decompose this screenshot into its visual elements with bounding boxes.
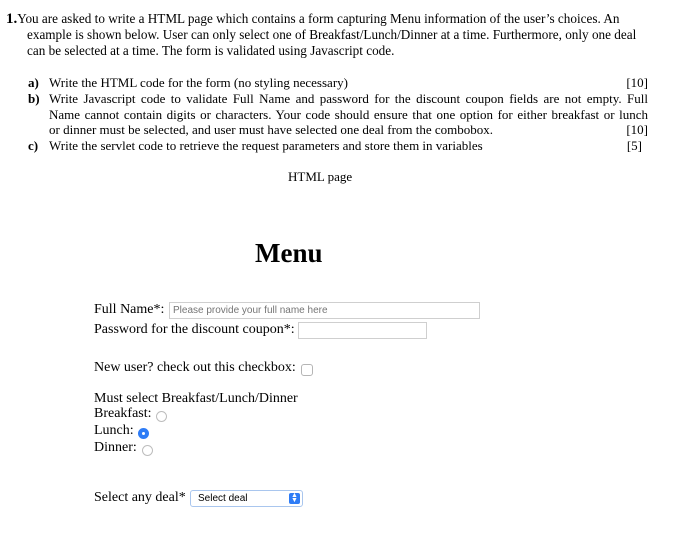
lunch-label: Lunch: [94, 423, 134, 438]
item-mark: [10] [626, 75, 648, 90]
meal-heading: Must select Breakfast/Lunch/Dinner [94, 391, 298, 406]
item-mark: [10] [626, 122, 648, 137]
breakfast-radio[interactable] [156, 411, 167, 422]
chevron-updown-icon: ▲ ▼ [289, 493, 300, 504]
full-name-input[interactable] [169, 302, 480, 319]
intro-line-1: You are asked to write a HTML page which contains a form capturing Menu information of the user’s choices. An [17, 11, 620, 26]
question-item-a [28, 75, 648, 91]
item-text-line: Write Javascript code to validate Full Name and password for the discount coupon fields are not empty. Full [49, 91, 648, 106]
password-label: Password for the discount coupon*: [94, 322, 295, 337]
intro-line-3: can be selected at a time. The form is validated using Javascript code. [27, 43, 395, 58]
deal-selected-value: Select deal [198, 493, 248, 504]
item-text-line: or dinner must be selected, and user must have selected one deal from the combobox. [49, 122, 494, 137]
question-item-b [28, 91, 648, 139]
intro-line-2: example is shown below. User can only select one of Breakfast/Lunch/Dinner at a time. Furthermore, only one deal [27, 27, 637, 42]
item-text-line: Name cannot contain digits or characters. Your code should ensure that one option for either breakfast or lunch [49, 106, 648, 122]
question-item-c [28, 138, 648, 154]
breakfast-label: Breakfast: [94, 406, 152, 421]
item-mark: [5] [626, 138, 642, 153]
lunch-radio[interactable] [138, 428, 149, 439]
question-number: 1. [6, 11, 18, 27]
item-label: b) [28, 91, 40, 106]
dinner-radio[interactable] [142, 445, 153, 456]
new-user-checkbox[interactable] [301, 364, 313, 376]
deal-label: Select any deal* [94, 490, 186, 505]
menu-title: Menu [255, 238, 323, 268]
deal-select[interactable] [190, 490, 303, 507]
item-label: c) [28, 138, 39, 153]
item-label: a) [28, 75, 39, 90]
full-name-label: Full Name*: [94, 302, 165, 317]
item-text: Write the servlet code to retrieve the request parameters and store them in variables [49, 138, 483, 153]
dinner-label: Dinner: [94, 440, 137, 455]
figure-caption: HTML page [288, 169, 353, 184]
password-input[interactable] [298, 322, 427, 339]
question-intro [6, 11, 646, 59]
new-user-label: New user? check out this checkbox: [94, 360, 296, 375]
item-text: Write the HTML code for the form (no styling necessary) [49, 75, 348, 90]
